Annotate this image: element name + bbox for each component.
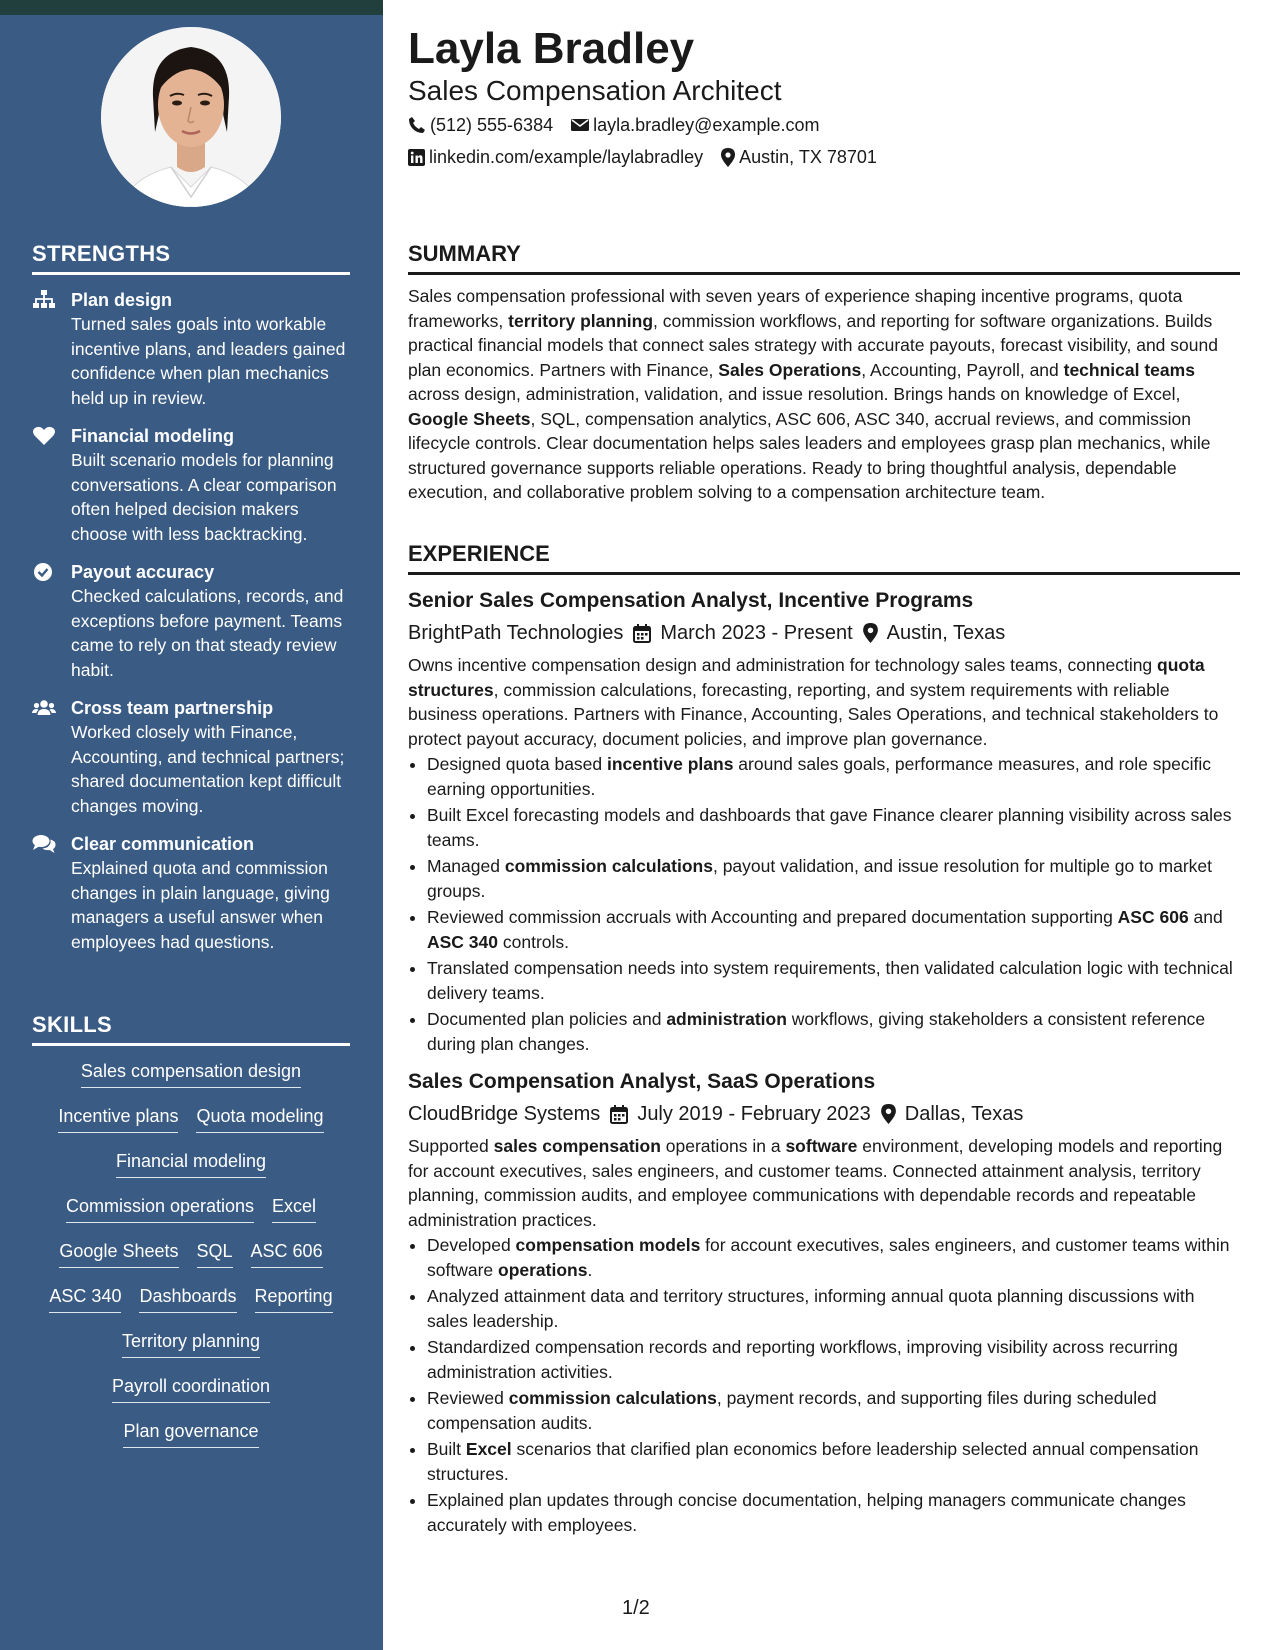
strengths-heading: STRENGTHS bbox=[32, 241, 350, 275]
job-bullet: • Reviewed commission accruals with Accounting and prepared documentation supporting ASC 606 and ASC 340 controls. bbox=[427, 905, 1240, 954]
job-dates bbox=[610, 1100, 870, 1128]
location-text: Austin, TX 78701 bbox=[739, 147, 877, 167]
strength-description: Explained quota and commission changes in plain language, giving managers a useful answer when employees had questions. bbox=[71, 858, 330, 952]
emphasis-text: Google Sheets bbox=[408, 408, 531, 429]
experience-section bbox=[408, 541, 1240, 1539]
emphasis-text: ASC 340 bbox=[427, 931, 499, 952]
emphasis-text: software bbox=[785, 1136, 858, 1156]
sidebar bbox=[0, 0, 383, 1650]
strength-item bbox=[32, 424, 350, 546]
skill-tag: Commission operations bbox=[66, 1193, 254, 1223]
email-contact[interactable] bbox=[571, 113, 819, 137]
skill-row bbox=[32, 1103, 350, 1148]
skill-row bbox=[32, 1148, 350, 1193]
company-name: BrightPath Technologies bbox=[408, 622, 624, 644]
summary-section bbox=[408, 241, 1240, 505]
strength-title: Financial modeling bbox=[71, 426, 235, 446]
phone-contact[interactable] bbox=[408, 113, 553, 137]
job-dates-text: July 2019 - February 2023 bbox=[637, 1103, 871, 1125]
skill-row bbox=[32, 1193, 350, 1238]
strength-description: Built scenario models for planning conversations. A clear comparison often helped decision makers choose with less backtracking. bbox=[71, 450, 337, 544]
summary-heading: SUMMARY bbox=[408, 241, 1240, 275]
emphasis-text: technical teams bbox=[1063, 359, 1195, 380]
comments-icon bbox=[32, 834, 56, 854]
strength-description: Checked calculations, records, and exceptions before payment. Teams came to rely on that steady review habit. bbox=[71, 586, 344, 680]
skill-tag: Plan governance bbox=[123, 1418, 258, 1448]
job-bullet: • Built Excel forecasting models and dashboards that gave Finance clearer planning visibility across sales teams. bbox=[427, 803, 1240, 852]
email-address: layla.bradley@example.com bbox=[593, 115, 820, 135]
emphasis-text: ASC 606 bbox=[1117, 907, 1189, 927]
emphasis-text: administration bbox=[666, 1009, 787, 1029]
skill-tag: Sales compensation design bbox=[81, 1058, 301, 1088]
skill-tag: ASC 340 bbox=[49, 1283, 121, 1313]
skill-tag: Dashboards bbox=[139, 1283, 236, 1313]
skill-row bbox=[32, 1418, 350, 1463]
skill-tag: Incentive plans bbox=[58, 1103, 178, 1133]
experience-heading: EXPERIENCE bbox=[408, 541, 1240, 575]
job-bullet: • Explained plan updates through concise documentation, helping managers communicate changes accurately with employees. bbox=[427, 1488, 1240, 1537]
emphasis-text: compensation models bbox=[515, 1235, 701, 1255]
calendar-icon bbox=[633, 624, 651, 643]
job-location-text: Dallas, Texas bbox=[904, 1103, 1024, 1125]
skill-row bbox=[32, 1373, 350, 1418]
job-location-text: Austin, Texas bbox=[886, 622, 1006, 644]
emphasis-text: commission calculations bbox=[504, 856, 713, 876]
strength-item bbox=[32, 696, 350, 818]
page-number-text: 1/2 bbox=[622, 1597, 650, 1619]
job-title: Senior Sales Compensation Analyst, Incentive Programs bbox=[408, 589, 974, 612]
job-location bbox=[863, 619, 1006, 647]
linkedin-icon bbox=[408, 149, 425, 166]
sidebar-top-bar bbox=[0, 0, 383, 15]
emphasis-text: operations bbox=[498, 1259, 588, 1280]
envelope-icon bbox=[571, 118, 589, 132]
emphasis-text: Sales Operations bbox=[718, 359, 862, 380]
avatar-illustration bbox=[101, 27, 281, 207]
job-bullet: • Analyzed attainment data and territory structures, informing annual quota planning discussions with sales leadership. bbox=[427, 1284, 1240, 1333]
summary-text: Sales compensation professional with seven years of experience shaping incentive programs, quota frameworks, territory planning, commission workflows, and reporting for software organizations. Builds practical financial models that connect sales strategy with accurate payouts, forecast visibility, and sound plan economics. Partners with Finance, Sales Operations, Accounting, Payroll, and technical teams across design, administration, validation, and issue resolution. Brings hands on knowledge of Excel, Google Sheets, SQL, compensation analytics, ASC 606, ASC 340, accrual reviews, and commission lifecycle controls. Clear documentation helps sales leaders and employees grasp plan mechanics, while structured governance supports reliable operations. Ready to bring thoughtful analysis, dependable execution, and collaborative problem solving to a compensation architecture team. bbox=[408, 286, 1218, 502]
skill-tag: ASC 606 bbox=[251, 1238, 323, 1268]
job-description: Supported sales compensation operations in a software environment, developing models and reporting for account executives, sales engineers, and customer teams. Connected attainment analysis, territory planning, commission audits, and employee communications with dependable records and repeatable administration practices. bbox=[408, 1136, 1223, 1230]
job-bullet: • Documented plan policies and administration workflows, giving stakeholders a consistent reference during plan changes. bbox=[427, 1007, 1240, 1056]
skills-section bbox=[32, 1012, 350, 1463]
strength-description: Worked closely with Finance, Accounting, and technical partners; shared documentation kept difficult changes moving. bbox=[71, 722, 345, 816]
strength-title: Clear communication bbox=[71, 834, 255, 854]
strengths-section bbox=[32, 241, 350, 954]
calendar-icon bbox=[610, 1105, 628, 1124]
skill-row bbox=[32, 1058, 350, 1103]
check-circle-icon bbox=[32, 562, 56, 582]
skill-row bbox=[32, 1328, 350, 1373]
location-contact bbox=[721, 145, 877, 169]
contact-row bbox=[408, 145, 877, 169]
job-bullet: • Built Excel scenarios that clarified plan economics before leadership selected annual compensation structures. bbox=[427, 1437, 1240, 1486]
profile-photo bbox=[101, 27, 281, 207]
linkedin-contact[interactable] bbox=[408, 145, 703, 169]
strength-title: Payout accuracy bbox=[71, 562, 215, 582]
strength-item bbox=[32, 288, 350, 410]
skill-tag: Reporting bbox=[255, 1283, 333, 1313]
job-location bbox=[881, 1100, 1024, 1128]
job-meta bbox=[408, 619, 1240, 647]
emphasis-text: quota structures bbox=[408, 655, 1205, 700]
strength-item bbox=[32, 832, 350, 954]
sitemap-icon bbox=[32, 290, 56, 310]
job-dates-text: March 2023 - Present bbox=[660, 622, 853, 644]
phone-icon bbox=[408, 116, 426, 134]
strength-item bbox=[32, 560, 350, 682]
emphasis-text: sales compensation bbox=[493, 1136, 661, 1156]
job-bullet: • Reviewed commission calculations, payment records, and supporting files during scheduled compensation audits. bbox=[427, 1386, 1240, 1435]
strength-title: Cross team partnership bbox=[71, 698, 274, 718]
job-bullets bbox=[408, 752, 1240, 1056]
job-bullet: • Designed quota based incentive plans around sales goals, performance measures, and role specific earning opportunities. bbox=[427, 752, 1240, 801]
skills-list bbox=[32, 1058, 350, 1463]
skill-tag: SQL bbox=[197, 1238, 233, 1268]
strength-description: Turned sales goals into workable incentive plans, and leaders gained confidence when plan mechanics held up in review. bbox=[71, 314, 346, 408]
job-bullet: • Translated compensation needs into system requirements, then validated calculation logic with technical delivery teams. bbox=[427, 956, 1240, 1005]
company-name: CloudBridge Systems bbox=[408, 1103, 601, 1125]
users-icon bbox=[32, 698, 56, 718]
skill-tag: Financial modeling bbox=[116, 1148, 266, 1178]
job-entry bbox=[408, 587, 1240, 1056]
emphasis-text: Excel bbox=[465, 1439, 512, 1459]
job-bullets bbox=[408, 1233, 1240, 1537]
skill-row bbox=[32, 1283, 350, 1328]
job-dates bbox=[633, 619, 852, 647]
skill-tag: Territory planning bbox=[122, 1328, 260, 1358]
emphasis-text: territory planning bbox=[508, 310, 654, 331]
skill-tag: Google Sheets bbox=[59, 1238, 178, 1268]
candidate-name: Layla Bradley bbox=[408, 24, 695, 73]
phone-number: (512) 555-6384 bbox=[430, 115, 554, 135]
linkedin-url: linkedin.com/example/laylabradley bbox=[429, 147, 704, 167]
map-marker-icon bbox=[721, 148, 735, 167]
candidate-headline: Sales Compensation Architect bbox=[408, 75, 782, 106]
skill-tag: Excel bbox=[272, 1193, 316, 1223]
skill-tag: Payroll coordination bbox=[112, 1373, 270, 1403]
skills-heading: SKILLS bbox=[32, 1012, 350, 1046]
job-bullet: • Standardized compensation records and reporting workflows, improving visibility across recurring administration activities. bbox=[427, 1335, 1240, 1384]
map-marker-icon bbox=[881, 1104, 896, 1124]
strength-title: Plan design bbox=[71, 290, 173, 310]
map-marker-icon bbox=[863, 623, 878, 643]
job-bullet: • Managed commission calculations, payout validation, and issue resolution for multiple go to market groups. bbox=[427, 854, 1240, 903]
emphasis-text: commission calculations bbox=[508, 1388, 717, 1408]
skill-row bbox=[32, 1238, 350, 1283]
job-description: Owns incentive compensation design and administration for technology sales teams, connecting quota structures, commission calculations, forecasting, reporting, and system requirements with reliable business operations. Partners with Finance, Accounting, Sales Operations, and technical stakeholders to protect payout accuracy, document policies, and improve plan governance. bbox=[408, 655, 1219, 749]
job-entry bbox=[408, 1068, 1240, 1537]
job-title: Sales Compensation Analyst, SaaS Operations bbox=[408, 1070, 876, 1093]
job-bullet: • Developed compensation models for account executives, sales engineers, and customer teams within software operations. bbox=[427, 1233, 1240, 1282]
job-meta bbox=[408, 1100, 1240, 1128]
contact-row bbox=[408, 113, 819, 137]
emphasis-text: incentive plans bbox=[607, 754, 734, 774]
heart-icon bbox=[32, 426, 56, 446]
skill-tag: Quota modeling bbox=[196, 1103, 323, 1133]
